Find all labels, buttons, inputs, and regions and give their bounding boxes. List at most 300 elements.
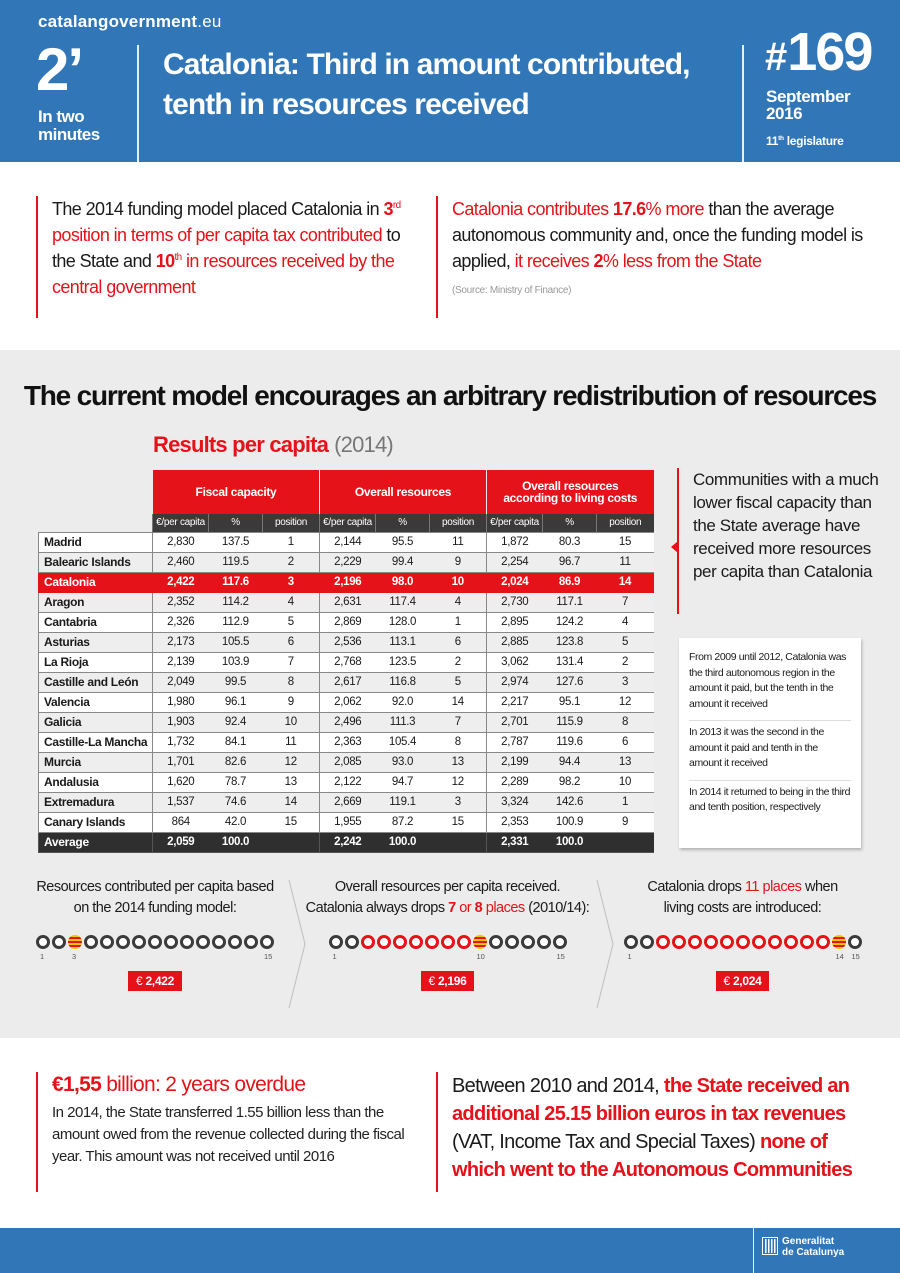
- title-line1: Catalonia: Third in amount contributed,: [163, 48, 690, 81]
- table-cell: 1,980: [153, 692, 209, 712]
- rank-dot-icon: [672, 935, 686, 949]
- table-cell: 117.6: [209, 572, 263, 592]
- rank-dot-icon: [52, 935, 66, 949]
- history-item: In 2013 it was the second in the amount it paid and tenth in the amount it received: [689, 721, 851, 781]
- table-cell: 113.1: [376, 632, 430, 652]
- two-minutes-line2: minutes: [38, 125, 100, 144]
- table-cell: 1: [263, 532, 320, 552]
- table-cell: 86.9: [543, 572, 597, 592]
- table-cell: 2,196: [320, 572, 376, 592]
- intro-highlight: Catalonia contributes: [452, 199, 613, 219]
- rank-dot-icon: [816, 935, 830, 949]
- table-cell: 2,289: [487, 772, 543, 792]
- table-cell: 2,352: [153, 592, 209, 612]
- table-cell: 100.0: [543, 832, 597, 852]
- rank-dot-icon: [196, 935, 210, 949]
- rank-dot-icon: [457, 935, 471, 949]
- table-cell: 123.5: [376, 652, 430, 672]
- table-cell: 99.4: [376, 552, 430, 572]
- intro-highlight: % more: [645, 199, 704, 219]
- section-heading: The current model encourages an arbitrary redistribution of resources: [23, 380, 877, 411]
- date-year: 2016: [766, 104, 803, 123]
- table-cell: 12: [263, 752, 320, 772]
- footer-bar: [0, 1228, 900, 1273]
- table-cell: 2,139: [153, 652, 209, 672]
- issue-number-value: 169: [787, 22, 872, 82]
- intro-sup: rd: [392, 200, 401, 211]
- rank-dot-icon: [640, 935, 654, 949]
- rank-dot-icon: [720, 935, 734, 949]
- rank-dot-icon: [736, 935, 750, 949]
- table-cell: 117.1: [543, 592, 597, 612]
- rank-dot-icon: [489, 935, 503, 949]
- price-badge: [716, 971, 770, 991]
- table-cell: 10: [263, 712, 320, 732]
- rank-ticks: [30, 951, 280, 963]
- table-cell: 100.0: [209, 832, 263, 852]
- table-cell: 8: [430, 732, 487, 752]
- caption-text: Catalonia drops: [647, 879, 745, 895]
- rank-dot-icon: [377, 935, 391, 949]
- caption-highlight: places: [482, 900, 525, 916]
- issue-hash: #: [765, 35, 788, 79]
- table-cell: 11: [263, 732, 320, 752]
- table-row-average: [39, 832, 654, 852]
- euro-symbol: €: [723, 974, 730, 988]
- rank-dot-icon: [329, 935, 343, 949]
- table-row: [39, 752, 654, 772]
- rank-dot-icon: [409, 935, 423, 949]
- ranking-panel-received: [305, 877, 590, 1007]
- rank-dot-icon: [537, 935, 551, 949]
- rank-dot-icon: [784, 935, 798, 949]
- table-row: [39, 552, 654, 572]
- table-cell: 1,701: [153, 752, 209, 772]
- overdue-amount: €1,55: [52, 1073, 102, 1096]
- table-cell: 2,024: [487, 572, 543, 592]
- table-cell: 864: [153, 812, 209, 832]
- catalonia-flag-dot-icon: [832, 935, 846, 949]
- table-cell: 9: [263, 692, 320, 712]
- rank-dot-icon: [656, 935, 670, 949]
- table-cell: 128.0: [376, 612, 430, 632]
- table-cell: 2,331: [487, 832, 543, 852]
- group-header: Overall resources according to living costs: [487, 470, 654, 514]
- header-divider: [742, 45, 744, 162]
- title-line2: tenth in resources received: [163, 88, 529, 121]
- rank-dot-icon: [688, 935, 702, 949]
- table-cell: 2,730: [487, 592, 543, 612]
- table-cell: 123.8: [543, 632, 597, 652]
- table-cell: 105.4: [376, 732, 430, 752]
- table-cell: 4: [263, 592, 320, 612]
- region-name: Murcia: [39, 752, 153, 772]
- table-cell: 119.1: [376, 792, 430, 812]
- rank-tick-label: 15: [264, 952, 273, 961]
- generalitat-logo[interactable]: [762, 1236, 844, 1258]
- table-row: [39, 612, 654, 632]
- rank-tick-label: 1: [332, 952, 337, 961]
- table-cell: 2,049: [153, 672, 209, 692]
- table-row: [39, 592, 654, 612]
- table-cell: 1,872: [487, 532, 543, 552]
- intro-highlight: in resources received by the central government: [52, 251, 395, 297]
- table-row: [39, 812, 654, 832]
- table-cell: 2,701: [487, 712, 543, 732]
- rank-tick-label: 3: [72, 952, 77, 961]
- site-tld: .eu: [197, 12, 222, 31]
- column-header: €/per capita: [320, 514, 376, 532]
- rank-dot-icon: [425, 935, 439, 949]
- table-cell: 2: [263, 552, 320, 572]
- region-name: Castille-La Mancha: [39, 732, 153, 752]
- table-cell: 2,422: [153, 572, 209, 592]
- table-cell: 94.7: [376, 772, 430, 792]
- caption-text: when living costs are introduced:: [663, 879, 838, 916]
- table-cell: 105.5: [209, 632, 263, 652]
- table-row: [39, 712, 654, 732]
- column-header: %: [376, 514, 430, 532]
- tax-text: (VAT, Income Tax and Special Taxes): [452, 1131, 760, 1153]
- table-cell: 10: [597, 772, 654, 792]
- table-cell: 1,537: [153, 792, 209, 812]
- table-cell: 8: [597, 712, 654, 732]
- region-name: Extremadura: [39, 792, 153, 812]
- table-cell: 2,326: [153, 612, 209, 632]
- column-header: €/per capita: [487, 514, 543, 532]
- region-name: Average: [39, 832, 153, 852]
- table-cell: 7: [263, 652, 320, 672]
- chevron-right-icon: [288, 880, 306, 1008]
- table-cell: 12: [597, 692, 654, 712]
- table-cell: 15: [263, 812, 320, 832]
- table-cell: 2,787: [487, 732, 543, 752]
- table-cell: 117.4: [376, 592, 430, 612]
- table-cell: 10: [430, 572, 487, 592]
- table-cell: 2,830: [153, 532, 209, 552]
- chevron-right-icon: [596, 880, 614, 1008]
- rank-dot-icon: [180, 935, 194, 949]
- table-cell: 2,536: [320, 632, 376, 652]
- table-cell: 96.7: [543, 552, 597, 572]
- table-cell: 11: [597, 552, 654, 572]
- catalonia-flag-dot-icon: [68, 935, 82, 949]
- rank-dot-icon: [848, 935, 862, 949]
- caption-text: (2010/14):: [524, 900, 590, 916]
- intro-left: [36, 196, 426, 318]
- two-minutes-mark: 2’: [36, 36, 83, 103]
- table-cell: 2,617: [320, 672, 376, 692]
- table-cell: 1,903: [153, 712, 209, 732]
- table-row: [39, 652, 654, 672]
- table-cell: [430, 832, 487, 852]
- overdue-title: billion: 2 years overdue: [101, 1073, 306, 1096]
- intro-text: than the average autonomous community and, once the funding model is applied,: [452, 199, 863, 271]
- history-item: In 2014 it returned to being in the third and tenth position, respectively: [689, 785, 851, 813]
- table-cell: 137.5: [209, 532, 263, 552]
- intro-highlight: % less from the State: [602, 251, 762, 271]
- overdue-body: In 2014, the State transferred 1.55 billion less than the amount owed from the revenue collected during the fiscal year. This amount was not received until 2016: [52, 1104, 405, 1165]
- rank-tick-label: 10: [476, 952, 485, 961]
- table-row: [39, 632, 654, 652]
- table-cell: 3,324: [487, 792, 543, 812]
- overdue-heading: [52, 1072, 426, 1098]
- region-name: Asturias: [39, 632, 153, 652]
- rank-dot-icon: [704, 935, 718, 949]
- column-header: %: [543, 514, 597, 532]
- table-cell: 94.4: [543, 752, 597, 772]
- table-cell: 2,122: [320, 772, 376, 792]
- issue-number: [765, 22, 871, 87]
- catalonia-flag-dot-icon: [473, 935, 487, 949]
- ranking-caption: [615, 877, 870, 919]
- table-cell: 7: [597, 592, 654, 612]
- rank-dot-icon: [345, 935, 359, 949]
- table-cell: 42.0: [209, 812, 263, 832]
- rank-tick-label: 1: [40, 952, 45, 961]
- rank-dot-icon: [521, 935, 535, 949]
- table-cell: 112.9: [209, 612, 263, 632]
- table-row: [39, 772, 654, 792]
- table-cell: 2,869: [320, 612, 376, 632]
- table-cell: 2,895: [487, 612, 543, 632]
- table-cell: 1,732: [153, 732, 209, 752]
- results-table: [38, 470, 654, 853]
- table-cell: 2: [597, 652, 654, 672]
- table-cell: 2,199: [487, 752, 543, 772]
- table-cell: 1,955: [320, 812, 376, 832]
- two-minutes-line1: In two: [38, 107, 85, 126]
- table-cell: 13: [597, 752, 654, 772]
- table-cell: 13: [263, 772, 320, 792]
- table-cell: 6: [597, 732, 654, 752]
- rank-dot-icon: [393, 935, 407, 949]
- table-cell: 2: [430, 652, 487, 672]
- table-cell: 1: [430, 612, 487, 632]
- rank-dot-icon: [553, 935, 567, 949]
- issue-date: [766, 88, 850, 122]
- table-cell: 6: [263, 632, 320, 652]
- table-cell: 14: [263, 792, 320, 812]
- intro-highlight: it receives: [514, 251, 594, 271]
- rank-dot-icon: [624, 935, 638, 949]
- caption-highlight: 8: [474, 900, 483, 916]
- table-cell: 98.0: [376, 572, 430, 592]
- table-cell: 14: [430, 692, 487, 712]
- region-name: Madrid: [39, 532, 153, 552]
- table-cell: 9: [430, 552, 487, 572]
- region-name: Balearic Islands: [39, 552, 153, 572]
- caption-text: Resources contributed per capita based on the 2014 funding model:: [36, 879, 274, 916]
- history-box: [679, 638, 861, 848]
- rank-dot-icon: [244, 935, 258, 949]
- table-cell: 2,254: [487, 552, 543, 572]
- region-name: Galicia: [39, 712, 153, 732]
- table-cell: 7: [430, 712, 487, 732]
- table-cell: 4: [430, 592, 487, 612]
- table-cell: 127.6: [543, 672, 597, 692]
- table-cell: 2,242: [320, 832, 376, 852]
- overdue-block: [36, 1072, 426, 1192]
- date-month: September: [766, 87, 851, 106]
- rank-dot-icon: [505, 935, 519, 949]
- price-value: 2,422: [145, 974, 174, 988]
- table-cell: 3: [597, 672, 654, 692]
- table-cell: 5: [597, 632, 654, 652]
- rank-dot-icon: [116, 935, 130, 949]
- table-cell: 2,085: [320, 752, 376, 772]
- table-cell: 2,229: [320, 552, 376, 572]
- table-cell: 13: [430, 752, 487, 772]
- table-cell: 3: [263, 572, 320, 592]
- euro-symbol: €: [136, 974, 143, 988]
- table-cell: [597, 832, 654, 852]
- rank-dot-icon: [212, 935, 226, 949]
- region-name: Catalonia: [39, 572, 153, 592]
- site-name-main: catalangovernment: [38, 12, 198, 31]
- ranking-caption: [305, 877, 590, 919]
- region-name: Valencia: [39, 692, 153, 712]
- table-cell: 1,620: [153, 772, 209, 792]
- rank-dot-icon: [441, 935, 455, 949]
- intro-highlight: 3: [383, 199, 393, 219]
- rank-dot-icon: [132, 935, 146, 949]
- rank-dot-icon: [100, 935, 114, 949]
- table-cell: 3,062: [487, 652, 543, 672]
- legislature-num: 11: [766, 134, 779, 148]
- price-badge: [421, 971, 475, 991]
- column-header: position: [430, 514, 487, 532]
- table-row: [39, 572, 654, 592]
- rank-ticks: [305, 951, 590, 963]
- header-divider: [137, 45, 139, 162]
- region-name: Aragon: [39, 592, 153, 612]
- column-header: position: [597, 514, 654, 532]
- results-title-main: Results per capita: [153, 432, 329, 457]
- rank-dots: [305, 935, 590, 951]
- logo-line1: Generalitat: [782, 1236, 835, 1247]
- legislature-sup: th: [778, 135, 784, 142]
- table-cell: [263, 832, 320, 852]
- tax-text: Between 2010 and 2014,: [452, 1075, 664, 1097]
- table-cell: 2,062: [320, 692, 376, 712]
- table-cell: 5: [263, 612, 320, 632]
- intro-sup: th: [174, 252, 182, 263]
- table-cell: 119.5: [209, 552, 263, 572]
- tax-revenue-block: [436, 1072, 876, 1192]
- rank-dot-icon: [361, 935, 375, 949]
- table-cell: 8: [263, 672, 320, 692]
- intro-highlight: 2: [593, 251, 603, 271]
- table-cell: 2,353: [487, 812, 543, 832]
- group-header: Overall resources: [320, 470, 487, 514]
- rank-dot-icon: [768, 935, 782, 949]
- price-badge: [128, 971, 182, 991]
- region-name: La Rioja: [39, 652, 153, 672]
- intro-text: to the State and: [52, 225, 401, 271]
- rank-tick-label: 15: [556, 952, 565, 961]
- caption-highlight: 7: [448, 900, 456, 916]
- site-name[interactable]: [38, 12, 222, 32]
- table-cell: 87.2: [376, 812, 430, 832]
- ranking-panel-contributed: [30, 877, 280, 1007]
- table-cell: 15: [597, 532, 654, 552]
- history-item: From 2009 until 2012, Catalonia was the third autonomous region in the amount it paid, but the tenth in the amount it received: [689, 646, 851, 721]
- table-cell: 12: [430, 772, 487, 792]
- logo-line2: de Catalunya: [782, 1247, 845, 1258]
- generalitat-emblem-icon: [762, 1237, 778, 1255]
- intro-right: [436, 196, 876, 318]
- caption-highlight: 11 places: [744, 879, 802, 895]
- group-header: Fiscal capacity: [153, 470, 320, 514]
- table-row: [39, 672, 654, 692]
- table-cell: 6: [430, 632, 487, 652]
- table-cell: 103.9: [209, 652, 263, 672]
- table-cell: 2,059: [153, 832, 209, 852]
- table-cell: 5: [430, 672, 487, 692]
- table-cell: 11: [430, 532, 487, 552]
- region-name: Castille and León: [39, 672, 153, 692]
- table-cell: 2,144: [320, 532, 376, 552]
- table-cell: 99.5: [209, 672, 263, 692]
- intro-highlight: 17.6: [612, 199, 646, 219]
- side-note-text: Communities with a much lower fiscal capacity than the State average have received more resources per capita than Catalonia: [693, 470, 879, 581]
- table-cell: 78.7: [209, 772, 263, 792]
- legislature-label: [766, 134, 843, 148]
- intro-text: The 2014 funding model placed Catalonia in: [52, 199, 384, 219]
- table-cell: 114.2: [209, 592, 263, 612]
- table-row: [39, 792, 654, 812]
- side-note: [677, 468, 887, 614]
- rank-dots: [615, 935, 870, 951]
- table-cell: 2,173: [153, 632, 209, 652]
- table-cell: 111.3: [376, 712, 430, 732]
- table-corner: [39, 514, 153, 532]
- table-cell: 119.6: [543, 732, 597, 752]
- table-cell: 124.2: [543, 612, 597, 632]
- table-corner: [39, 470, 153, 514]
- tax-highlight: the State received an additional 25.15 billion euros in tax revenues: [452, 1075, 850, 1125]
- table-cell: 2,768: [320, 652, 376, 672]
- tax-highlight: none of which went to the Autonomous Communities: [452, 1131, 853, 1181]
- table-cell: 100.9: [543, 812, 597, 832]
- table-cell: 14: [597, 572, 654, 592]
- table-cell: 2,631: [320, 592, 376, 612]
- table-cell: 2,363: [320, 732, 376, 752]
- table-cell: 3: [430, 792, 487, 812]
- rank-tick-label: 14: [835, 952, 844, 961]
- legislature-text: legislature: [783, 134, 844, 148]
- pointer-arrow-icon: [671, 541, 678, 553]
- intro-highlight: 10: [155, 251, 175, 271]
- ranking-panel-living-costs: [615, 877, 870, 1007]
- results-section: [0, 350, 900, 1038]
- price-value: 2,024: [732, 974, 762, 988]
- rank-dot-icon: [752, 935, 766, 949]
- table-cell: 95.5: [376, 532, 430, 552]
- table-cell: 4: [597, 612, 654, 632]
- intro-highlight: position in terms of per capita tax contributed: [52, 225, 382, 245]
- table-cell: 115.9: [543, 712, 597, 732]
- table-cell: 142.6: [543, 792, 597, 812]
- rank-dot-icon: [84, 935, 98, 949]
- region-name: Canary Islands: [39, 812, 153, 832]
- table-cell: 100.0: [376, 832, 430, 852]
- table-cell: 1: [597, 792, 654, 812]
- rank-dot-icon: [260, 935, 274, 949]
- column-header: €/per capita: [153, 514, 209, 532]
- table-cell: 2,885: [487, 632, 543, 652]
